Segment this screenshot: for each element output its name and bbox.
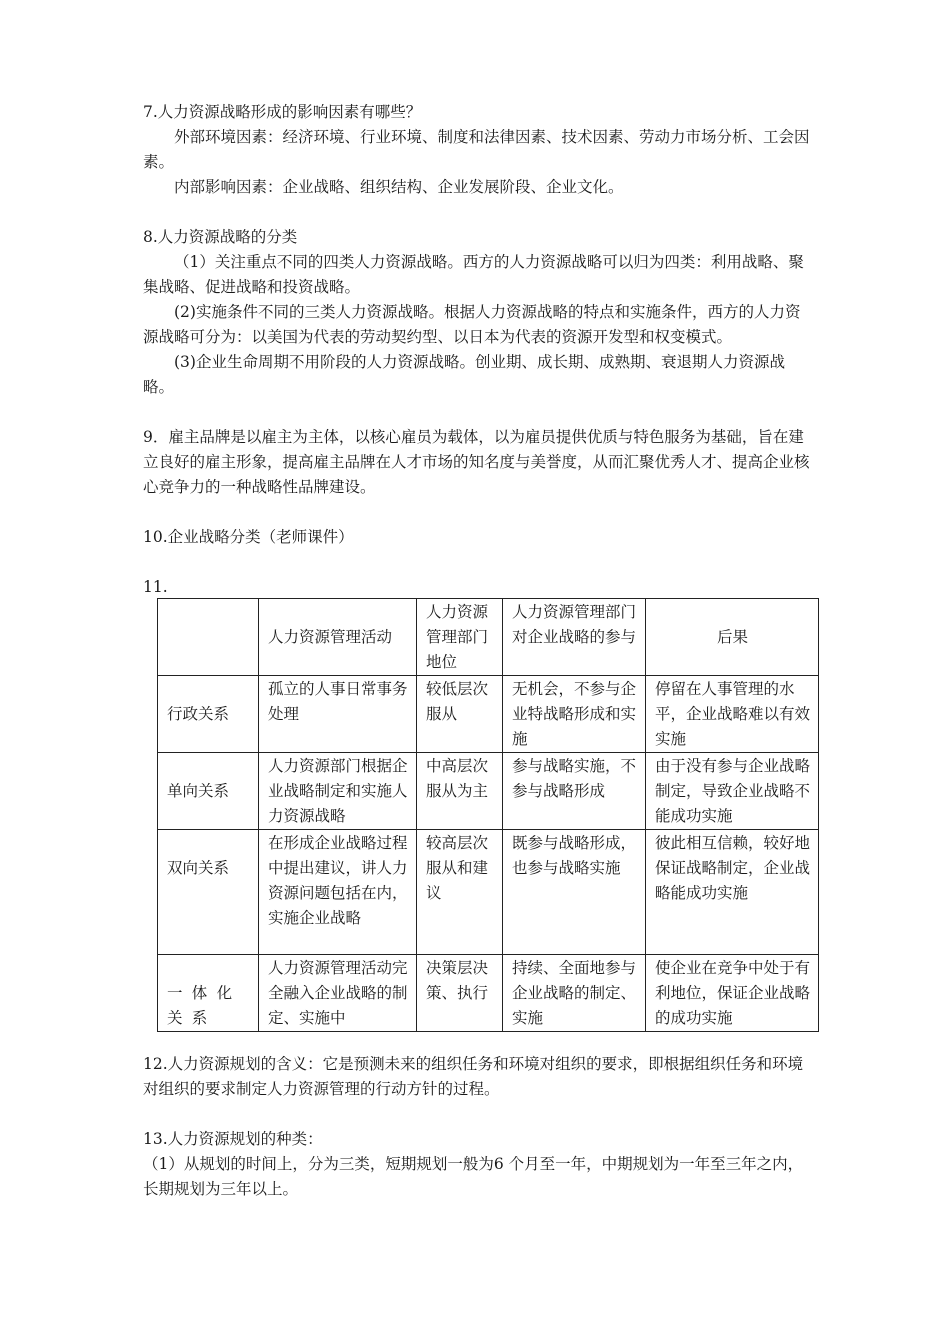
table-cell: 人力资源部门根据企业战略制定和实施人力资源战略 <box>259 753 417 830</box>
document-body-continued <box>143 1052 815 1202</box>
table-cell: 人力资源管理活动完全融入企业战略的制定、实施中 <box>259 955 417 1032</box>
table-row <box>158 676 819 753</box>
table-cell: 既参与战略形成，也参与战略实施 <box>503 830 646 955</box>
table-row-label: 行政关系 <box>158 676 259 753</box>
q13-item-1: （1）从规划的时间上，分为三类，短期规划一般为6 个月至一年，中期规划为一年至三年之内，长期规划为三年以上。 <box>143 1155 804 1198</box>
table-row-label-text: 一体化关系 <box>167 984 242 1027</box>
q7-internal: 内部影响因素：企业战略、组织结构、企业发展阶段、企业文化。 <box>174 178 624 196</box>
table-cell: 使企业在竞争中处于有利地位，保证企业战略的成功实施 <box>646 955 819 1032</box>
table-row-label-text: 双向关系 <box>167 859 230 877</box>
table-header-row <box>158 599 819 676</box>
table-header-cell: 人力资源管理活动 <box>259 599 417 676</box>
q7-external: 外部环境因素：经济环境、行业环境、制度和法律因素、技术因素、劳动力市场分析、工会因素。 <box>143 128 810 171</box>
q10-heading: 10.企业战略分类（老师课件） <box>143 528 354 546</box>
table-row-label <box>158 955 259 1032</box>
table-row <box>158 830 819 955</box>
table-cell: 中高层次服从为主 <box>417 753 503 830</box>
table-cell: 无机会，不参与企业特战略形成和实施 <box>503 676 646 753</box>
q13-heading: 13.人力资源规划的种类： <box>143 1130 323 1148</box>
table-cell: 在形成企业战略过程中提出建议，讲人力资源问题包括在内，实施企业战略 <box>259 830 417 955</box>
document-body <box>143 100 815 600</box>
table-header-cell: 人力资源管理部门对企业战略的参与 <box>503 599 646 676</box>
q8-item-3: (3)企业生命周期不用阶段的人力资源战略。创业期、成长期、成熟期、衰退期人力资源战略。 <box>143 353 785 396</box>
strategy-relationship-table <box>157 598 819 1032</box>
table-header-cell: 后果 <box>646 599 819 676</box>
table-row-label <box>158 830 259 955</box>
q8-item-2: (2)实施条件不同的三类人力资源战略。根据人力资源战略的特点和实施条件，西方的人力资源战略可分为：以美国为代表的劳动契约型、以日本为代表的资源开发型和权变模式。 <box>143 303 801 346</box>
q12-text: 12.人力资源规划的含义：它是预测未来的组织任务和环境对组织的要求，即根据组织任务和环境对组织的要求制定人力资源管理的行动方针的过程。 <box>143 1055 804 1098</box>
table-header-cell <box>158 599 259 676</box>
table-cell: 参与战略实施，不参与战略形成 <box>503 753 646 830</box>
q7-heading: 7.人力资源战略形成的影响因素有哪些？ <box>143 103 422 121</box>
table-cell: 孤立的人事日常事务处理 <box>259 676 417 753</box>
q8-item-1: （1）关注重点不同的四类人力资源战略。西方的人力资源战略可以归为四类：利用战略、聚集战略、促进战略和投资战略。 <box>143 253 804 296</box>
table-row <box>158 955 819 1032</box>
table-cell: 彼此相互信赖，较好地保证战略制定，企业战略能成功实施 <box>646 830 819 955</box>
table-cell: 较高层次服从和建议 <box>417 830 503 955</box>
table-row-label: 单向关系 <box>158 753 259 830</box>
table-cell: 持续、全面地参与企业战略的制定、实施 <box>503 955 646 1032</box>
table-header-cell: 人力资源管理部门地位 <box>417 599 503 676</box>
q9-text: 9．雇主品牌是以雇主为主体，以核心雇员为载体，以为雇员提供优质与特色服务为基础，旨在建立良好的雇主形象，提高雇主品牌在人才市场的知名度与美誉度，从而汇聚优秀人才、提高企业核心竞争力的一种战略性品牌建设。 <box>143 428 810 496</box>
table-cell: 较低层次服从 <box>417 676 503 753</box>
table-cell: 决策层决策、执行 <box>417 955 503 1032</box>
q11-label: 11. <box>143 578 168 596</box>
q8-heading: 8.人力资源战略的分类 <box>143 228 298 246</box>
table-cell: 停留在人事管理的水平，企业战略难以有效实施 <box>646 676 819 753</box>
table-cell: 由于没有参与企业战略制定，导致企业战略不能成功实施 <box>646 753 819 830</box>
table-row <box>158 753 819 830</box>
